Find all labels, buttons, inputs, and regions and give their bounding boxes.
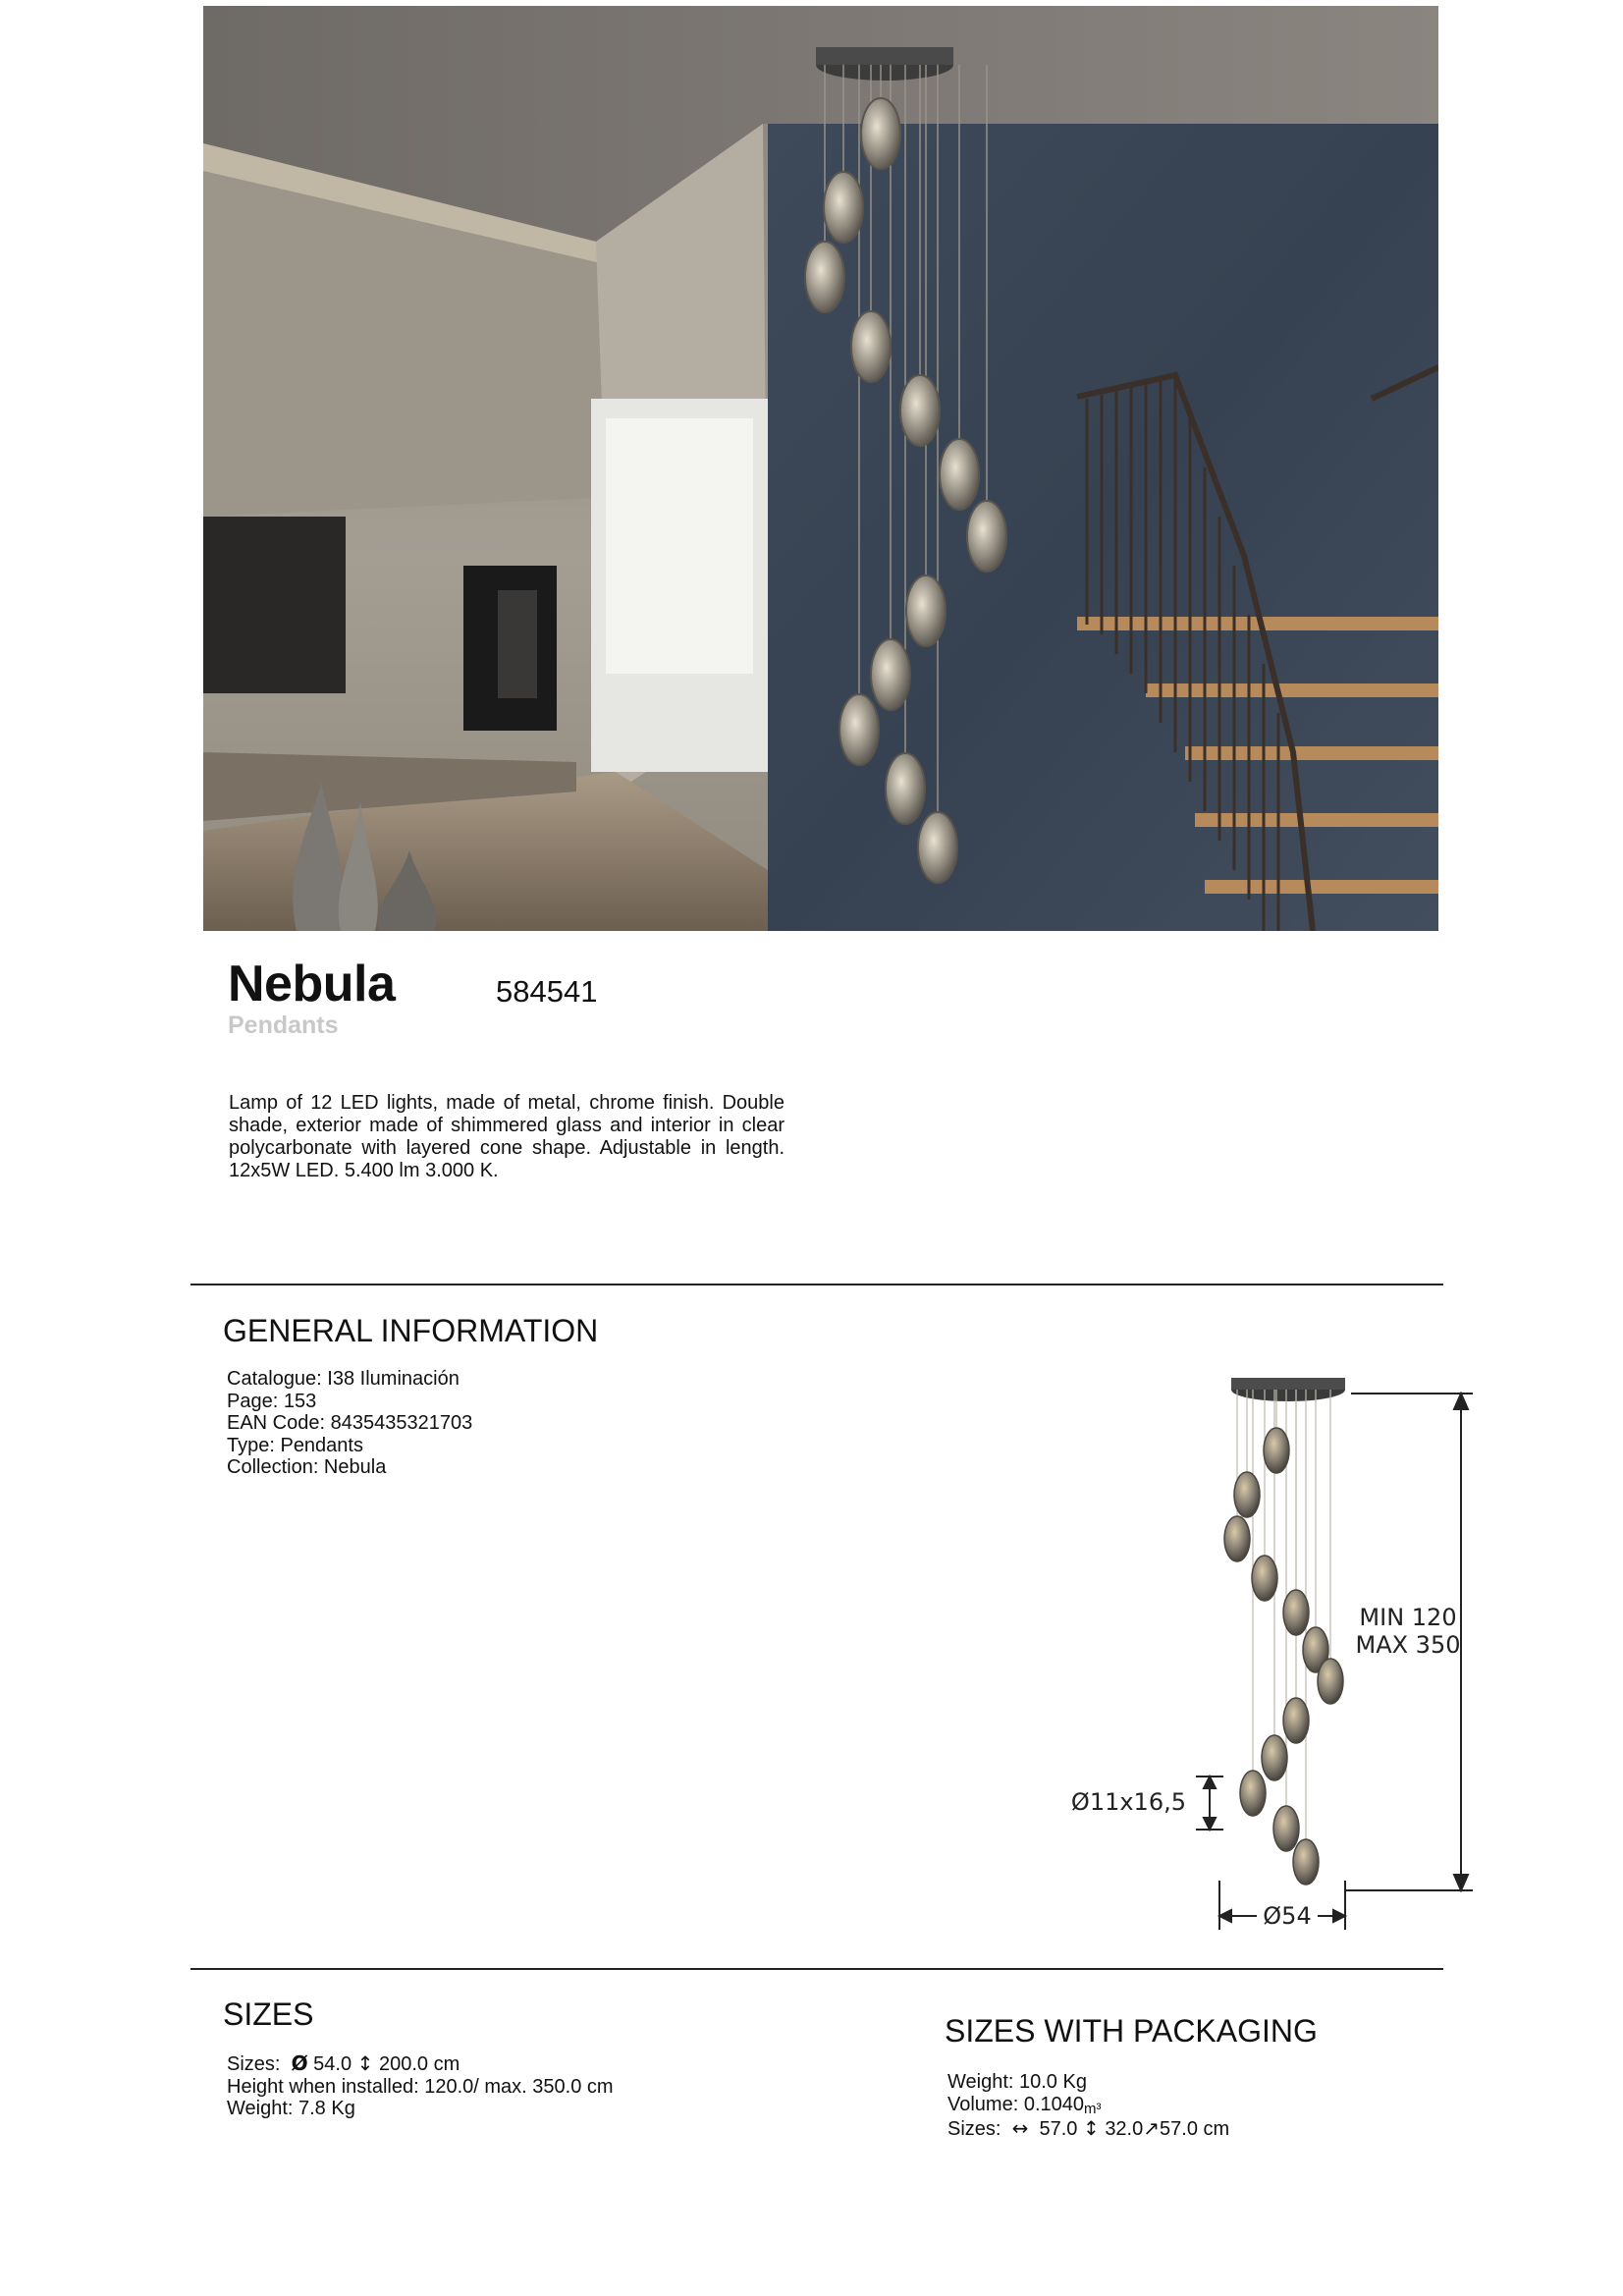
product-description: Lamp of 12 LED lights, made of metal, chrome finish. Double shade, exterior made of shimmered glass and interior in clear polycarbonate with layered cone shape. Adjustable in length. 12x5W LED. 5.400 lm 3.000 K. <box>229 1092 784 1181</box>
packaging-volume-line <box>947 2094 1229 2117</box>
packaging-height: 32.0 <box>1105 2118 1144 2140</box>
ean-code-line: EAN Code: 8435435321703 <box>227 1412 473 1434</box>
product-photo <box>203 6 1438 931</box>
height-max-label: MAX 350 <box>1355 1631 1461 1659</box>
general-information-heading: GENERAL INFORMATION <box>223 1313 599 1348</box>
product-code: 584541 <box>496 974 598 1009</box>
packaging-depth: 57.0 cm <box>1160 2118 1230 2140</box>
sizes-heading: SIZES <box>223 1996 314 2032</box>
height-arrow-icon: ↕ <box>1082 2116 1100 2140</box>
product-name: Nebula <box>228 956 396 1012</box>
section-divider <box>190 1284 1443 1285</box>
type-line: Type: Pendants <box>227 1434 363 1456</box>
weight-line: Weight: 7.8 Kg <box>227 2098 355 2119</box>
page-line: Page: 153 <box>227 1390 317 1412</box>
general-information-list <box>227 1368 472 1479</box>
sizes-label: Sizes: <box>227 2053 281 2075</box>
collection-line: Collection: Nebula <box>227 1456 387 1478</box>
product-category: Pendants <box>228 1011 339 1039</box>
width-arrow-icon: ↔ <box>1011 2116 1029 2140</box>
catalogue-line: Catalogue: I38 Iluminación <box>227 1368 460 1390</box>
packaging-width: 57.0 <box>1039 2118 1078 2140</box>
volume-value: Volume: 0.1040 <box>947 2094 1084 2115</box>
diameter-icon: Ø <box>291 2051 308 2075</box>
volume-unit: m³ <box>1084 2101 1102 2117</box>
sizes-list <box>227 2052 614 2120</box>
height-value: 200.0 cm <box>379 2053 460 2075</box>
shade-size-label: Ø11x16,5 <box>1070 1788 1186 1816</box>
diameter-label: Ø54 <box>1263 1902 1312 1930</box>
height-arrow-icon: ↕ <box>356 2051 374 2075</box>
depth-arrow-icon: ↗ <box>1143 2116 1161 2140</box>
installed-height-line: Height when installed: 120.0/ max. 350.0 cm <box>227 2075 614 2098</box>
section-divider <box>190 1968 1443 1970</box>
packaging-heading: SIZES WITH PACKAGING <box>945 2013 1318 2049</box>
diameter-value: 54.0 <box>313 2053 352 2075</box>
packaging-weight-line: Weight: 10.0 Kg <box>947 2071 1087 2093</box>
packaging-sizes-line <box>947 2117 1229 2141</box>
packaging-sizes-label: Sizes: <box>947 2118 1001 2140</box>
packaging-list <box>947 2071 1229 2141</box>
height-min-label: MIN 120 <box>1359 1604 1457 1631</box>
technical-drawing <box>1060 1360 1483 1940</box>
sizes-line <box>227 2052 614 2076</box>
